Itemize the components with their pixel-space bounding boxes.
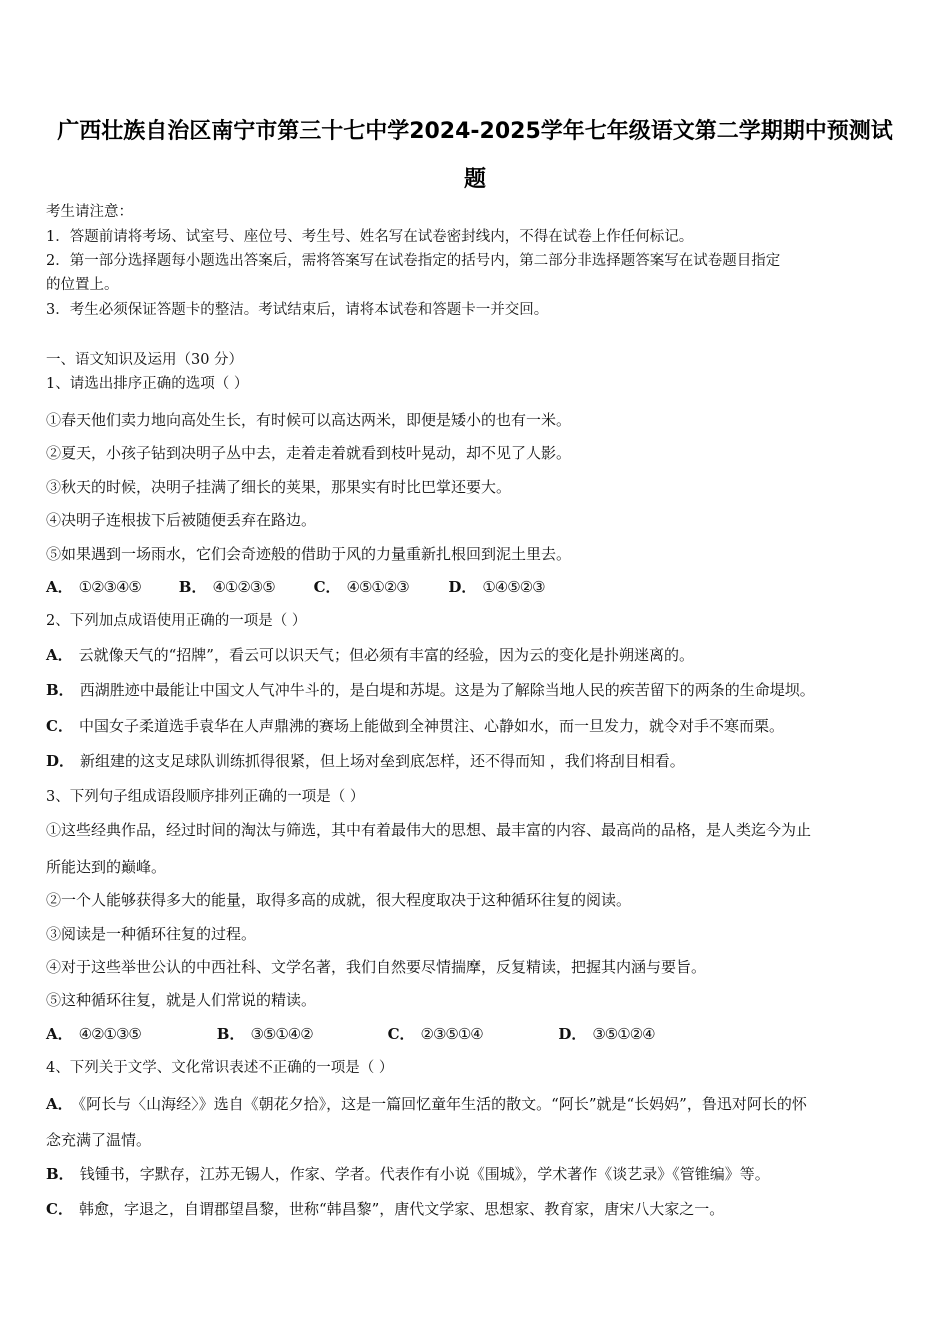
question-4-option-a[interactable]: A． 《阿长与〈山海经〉》选自《朝花夕拾》，这是一篇回忆童年生活的散文。“阿长”就是“长妈妈”，鲁迅对阿长的怀 [46, 1095, 807, 1113]
question-1-sentence-3: ③秋天的时候，决明子挂满了细长的荚果，那果实有时比巴掌还要大。 [46, 478, 512, 496]
question-3-sentence-4: ④对于这些举世公认的中西社科、文学名著，我们自然要尽情揣摩，反复精读，把握其内涵与要旨。 [46, 958, 707, 976]
question-3-option-d[interactable]: D． ③⑤①②④ [558, 1025, 655, 1043]
question-1-sentence-5: ⑤如果遇到一场雨水，它们会奇迹般的借助于风的力量重新扎根回到泥土里去。 [46, 545, 572, 563]
question-1-sentence-2: ②夏天，小孩子钻到决明子丛中去，走着走着就看到枝叶晃动，却不见了人影。 [46, 444, 572, 462]
question-1-option-b[interactable]: B． ④①②③⑤ [178, 578, 275, 596]
question-2-stem: 2、下列加点成语使用正确的一项是（ ） [46, 613, 307, 629]
question-2-option-b[interactable]: B． 西湖胜迹中最能让中国文人气冲牛斗的，是白堤和苏堤。这是为了解除当地人民的疾苦留下的两条的生命堤坝。 [46, 681, 815, 699]
question-3-sentence-2: ②一个人能够获得多大的能量，取得多高的成就，很大程度取决于这种循环往复的阅读。 [46, 891, 632, 909]
question-2-option-c[interactable]: C． 中国女子柔道选手袁华在人声鼎沸的赛场上能做到全神贯注、心静如水，而一旦发力，就令对手不寒而栗。 [46, 717, 784, 735]
question-4-stem: 4、下列关于文学、文化常识表述不正确的一项是（ ） [46, 1060, 394, 1076]
document-title-line2: 题 [463, 167, 486, 192]
question-3-option-c[interactable]: C． ②③⑤①④ [387, 1025, 483, 1043]
question-3-options [46, 1024, 655, 1044]
question-1-options [46, 577, 545, 597]
notice-item-3: 3．考生必须保证答题卡的整洁。考试结束后，请将本试卷和答题卡一并交回。 [46, 302, 549, 318]
notice-heading: 考生请注意： [46, 204, 133, 220]
section-heading: 一、语文知识及运用（30 分） [46, 352, 244, 368]
notice-item-2-cont: 的位置上。 [46, 277, 119, 293]
question-1-option-a[interactable]: A． ①②③④⑤ [46, 578, 141, 596]
question-1-sentence-4: ④决明子连根拔下后被随便丢弃在路边。 [46, 511, 317, 529]
question-4-option-a-cont: 念充满了温情。 [46, 1131, 152, 1149]
question-1-option-d[interactable]: D． ①④⑤②③ [448, 578, 545, 596]
question-4-option-b[interactable]: B． 钱锺书，字默存，江苏无锡人，作家、学者。代表作有小说《围城》，学术著作《谈艺录》《管锥编》等。 [46, 1165, 770, 1183]
question-1-stem: 1、请选出排序正确的选项（ ） [46, 376, 249, 392]
question-2-option-d[interactable]: D． 新组建的这支足球队训练抓得很紧，但上场对垒到底怎样，还不得而知 ，我们将刮目相看。 [46, 752, 685, 770]
question-3-sentence-5: ⑤这种循环往复，就是人们常说的精读。 [46, 991, 317, 1009]
question-3-sentence-1-cont: 所能达到的巅峰。 [46, 858, 167, 876]
notice-item-1: 1．答题前请将考场、试室号、座位号、考生号、姓名写在试卷密封线内，不得在试卷上作任何标记。 [46, 229, 694, 245]
question-3-stem: 3、下列句子组成语段顺序排列正确的一项是（ ） [46, 789, 365, 805]
document-title-line1: 广西壮族自治区南宁市第三十七中学2024-2025学年七年级语文第二学期期中预测试 [57, 119, 893, 144]
question-3-option-a[interactable]: A． ④②①③⑤ [46, 1025, 141, 1043]
question-3-option-b[interactable]: B． ③⑤①④② [216, 1025, 313, 1043]
question-1-option-c[interactable]: C． ④⑤①②③ [313, 578, 409, 596]
question-1-sentence-1: ①春天他们卖力地向高处生长，有时候可以高达两米，即便是矮小的也有一米。 [46, 411, 572, 429]
notice-item-2: 2．第一部分选择题每小题选出答案后，需将答案写在试卷指定的括号内，第二部分非选择题答案写在试卷题目指定 [46, 253, 781, 269]
question-3-sentence-3: ③阅读是一种循环往复的过程。 [46, 925, 257, 943]
question-2-option-a[interactable]: A． 云就像天气的“招牌”，看云可以识天气；但必须有丰富的经验，因为云的变化是扑朔迷离的。 [46, 646, 694, 664]
question-3-sentence-1: ①这些经典作品，经过时间的淘汰与筛选，其中有着最伟大的思想、最丰富的内容、最高尚的品格，是人类迄今为止 [46, 821, 812, 839]
question-4-option-c[interactable]: C． 韩愈，字退之，自谓郡望昌黎，世称“韩昌黎”，唐代文学家、思想家、教育家，唐宋八大家之一。 [46, 1200, 725, 1218]
